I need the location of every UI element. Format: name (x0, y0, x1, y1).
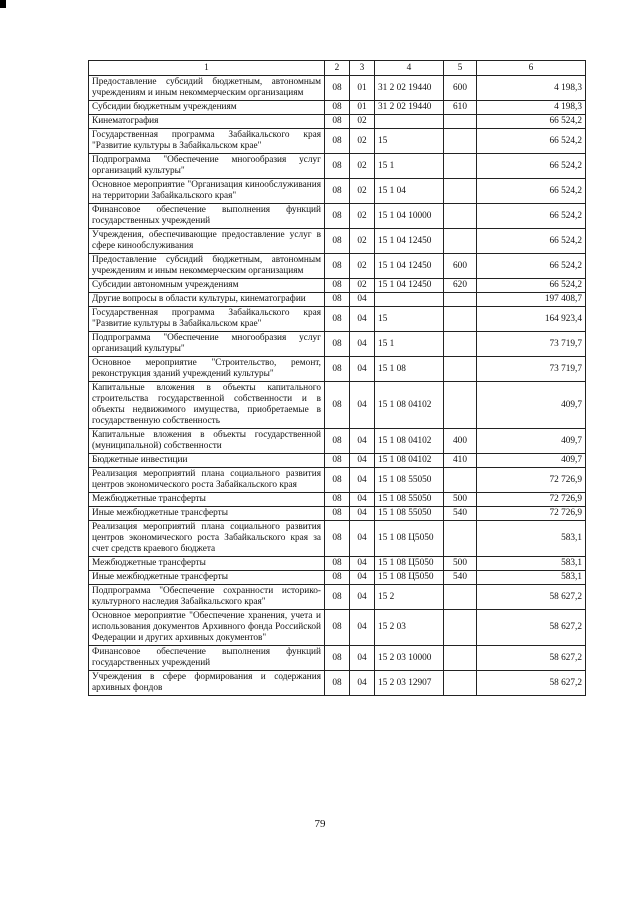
amount: 66 524,2 (477, 279, 586, 293)
expense-type-code: 600 (444, 254, 477, 279)
expense-type-code: 500 (444, 493, 477, 507)
section-code: 08 (325, 76, 350, 101)
amount: 58 627,2 (477, 610, 586, 646)
expense-type-code (444, 115, 477, 129)
expense-type-code (444, 332, 477, 357)
target-article-code: 15 (375, 307, 444, 332)
amount: 583,1 (477, 571, 586, 585)
item-name: Капитальные вложения в объекты капитального строительства государственной собственности и в объекты недвижимого имущества, приобретаемые в государственную собственность (89, 382, 325, 429)
amount: 409,7 (477, 454, 586, 468)
subsection-code: 04 (350, 357, 375, 382)
subsection-code: 04 (350, 468, 375, 493)
section-code: 08 (325, 454, 350, 468)
subsection-code: 04 (350, 646, 375, 671)
section-code: 08 (325, 357, 350, 382)
expense-type-code: 620 (444, 279, 477, 293)
amount: 72 726,9 (477, 493, 586, 507)
header-cell: 6 (477, 61, 586, 76)
target-article-code: 15 1 08 Ц5050 (375, 571, 444, 585)
expense-type-code (444, 521, 477, 557)
subsection-code: 04 (350, 521, 375, 557)
section-code: 08 (325, 115, 350, 129)
subsection-code: 04 (350, 671, 375, 696)
expense-type-code (444, 468, 477, 493)
subsection-code: 04 (350, 454, 375, 468)
amount: 72 726,9 (477, 468, 586, 493)
expense-type-code (444, 585, 477, 610)
amount: 58 627,2 (477, 585, 586, 610)
expense-type-code: 610 (444, 101, 477, 115)
target-article-code: 15 1 04 10000 (375, 204, 444, 229)
section-code: 08 (325, 229, 350, 254)
table-row (89, 332, 586, 357)
subsection-code: 04 (350, 507, 375, 521)
amount: 73 719,7 (477, 357, 586, 382)
item-name: Бюджетные инвестиции (89, 454, 325, 468)
target-article-code: 15 1 04 12450 (375, 254, 444, 279)
expense-type-code (444, 129, 477, 154)
target-article-code: 15 1 08 55050 (375, 507, 444, 521)
item-name: Предоставление субсидий бюджетным, автономным учреждениям и иным некоммерческим организациям (89, 254, 325, 279)
subsection-code: 04 (350, 557, 375, 571)
table-row (89, 507, 586, 521)
expense-type-code (444, 610, 477, 646)
item-name: Учреждения, обеспечивающие предоставление услуг в сфере кинообслуживания (89, 229, 325, 254)
item-name: Подпрограмма "Обеспечение многообразия услуг организаций культуры" (89, 154, 325, 179)
corner-mark (0, 0, 6, 8)
subsection-code: 04 (350, 429, 375, 454)
subsection-code: 04 (350, 571, 375, 585)
section-code: 08 (325, 671, 350, 696)
amount: 583,1 (477, 521, 586, 557)
header-row (89, 61, 586, 76)
section-code: 08 (325, 429, 350, 454)
item-name: Основное мероприятие "Обеспечение хранения, учета и использования документов Архивного фонда Российской Федерации и других архивных документов" (89, 610, 325, 646)
amount: 66 524,2 (477, 115, 586, 129)
table-row (89, 671, 586, 696)
item-name: Реализация мероприятий плана социального развития центров экономического роста Забайкальского края за счет средств краевого бюджета (89, 521, 325, 557)
subsection-code: 04 (350, 307, 375, 332)
item-name: Межбюджетные трансферты (89, 493, 325, 507)
section-code: 08 (325, 204, 350, 229)
table-row (89, 279, 586, 293)
item-name: Капитальные вложения в объекты государственной (муниципальной) собственности (89, 429, 325, 454)
amount: 66 524,2 (477, 179, 586, 204)
target-article-code: 15 1 (375, 332, 444, 357)
target-article-code: 15 1 08 55050 (375, 468, 444, 493)
section-code: 08 (325, 507, 350, 521)
table-row (89, 571, 586, 585)
expense-type-code (444, 204, 477, 229)
item-name: Предоставление субсидий бюджетным, автономным учреждениям и иным некоммерческим организациям (89, 76, 325, 101)
table-row (89, 76, 586, 101)
target-article-code (375, 115, 444, 129)
target-article-code: 15 2 03 10000 (375, 646, 444, 671)
item-name: Государственная программа Забайкальского края "Развитие культуры в Забайкальском крае" (89, 307, 325, 332)
table-row (89, 646, 586, 671)
amount: 66 524,2 (477, 154, 586, 179)
header-cell: 2 (325, 61, 350, 76)
expense-type-code (444, 154, 477, 179)
subsection-code: 02 (350, 204, 375, 229)
item-name: Другие вопросы в области культуры, кинематографии (89, 293, 325, 307)
subsection-code: 04 (350, 610, 375, 646)
table-row (89, 382, 586, 429)
amount: 66 524,2 (477, 129, 586, 154)
target-article-code: 15 1 08 (375, 357, 444, 382)
section-code: 08 (325, 585, 350, 610)
expense-type-code: 540 (444, 571, 477, 585)
table-row (89, 557, 586, 571)
target-article-code: 15 1 08 55050 (375, 493, 444, 507)
section-code: 08 (325, 101, 350, 115)
subsection-code: 02 (350, 279, 375, 293)
item-name: Субсидии автономным учреждениям (89, 279, 325, 293)
table-row (89, 154, 586, 179)
page-number: 79 (314, 818, 326, 830)
expense-type-code (444, 179, 477, 204)
amount: 4 198,3 (477, 101, 586, 115)
table-row (89, 229, 586, 254)
expense-type-code: 410 (444, 454, 477, 468)
amount: 58 627,2 (477, 646, 586, 671)
amount: 73 719,7 (477, 332, 586, 357)
subsection-code: 02 (350, 229, 375, 254)
amount: 66 524,2 (477, 254, 586, 279)
amount: 409,7 (477, 382, 586, 429)
subsection-code: 04 (350, 332, 375, 357)
table-row (89, 429, 586, 454)
table-row (89, 293, 586, 307)
item-name: Иные межбюджетные трансферты (89, 571, 325, 585)
target-article-code (375, 293, 444, 307)
table-row (89, 179, 586, 204)
expense-type-code (444, 307, 477, 332)
table-row (89, 357, 586, 382)
section-code: 08 (325, 521, 350, 557)
table-row (89, 493, 586, 507)
table-body (89, 76, 586, 696)
subsection-code: 02 (350, 254, 375, 279)
header-cell: 5 (444, 61, 477, 76)
table-row (89, 307, 586, 332)
section-code: 08 (325, 557, 350, 571)
target-article-code: 15 1 08 Ц5050 (375, 557, 444, 571)
table-row (89, 585, 586, 610)
budget-table (88, 60, 586, 696)
subsection-code: 02 (350, 179, 375, 204)
expense-type-code: 500 (444, 557, 477, 571)
item-name: Реализация мероприятий плана социального развития центров экономического роста Забайкальского края (89, 468, 325, 493)
expense-type-code (444, 357, 477, 382)
section-code: 08 (325, 332, 350, 357)
target-article-code: 15 1 04 (375, 179, 444, 204)
item-name: Межбюджетные трансферты (89, 557, 325, 571)
header-cell: 3 (350, 61, 375, 76)
expense-type-code: 400 (444, 429, 477, 454)
expense-type-code (444, 382, 477, 429)
amount: 197 408,7 (477, 293, 586, 307)
header-cell: 1 (89, 61, 325, 76)
target-article-code: 15 2 03 12907 (375, 671, 444, 696)
section-code: 08 (325, 646, 350, 671)
subsection-code: 02 (350, 154, 375, 179)
table-row (89, 204, 586, 229)
section-code: 08 (325, 279, 350, 293)
amount: 66 524,2 (477, 204, 586, 229)
section-code: 08 (325, 493, 350, 507)
section-code: 08 (325, 307, 350, 332)
subsection-code: 02 (350, 115, 375, 129)
section-code: 08 (325, 254, 350, 279)
section-code: 08 (325, 571, 350, 585)
subsection-code: 04 (350, 493, 375, 507)
section-code: 08 (325, 293, 350, 307)
target-article-code: 15 1 08 04102 (375, 429, 444, 454)
subsection-code: 02 (350, 129, 375, 154)
expense-type-code (444, 646, 477, 671)
target-article-code: 15 (375, 129, 444, 154)
amount: 66 524,2 (477, 229, 586, 254)
item-name: Учреждения в сфере формирования и содержания архивных фондов (89, 671, 325, 696)
item-name: Основное мероприятие "Строительство, ремонт, реконструкция зданий учреждений культуры" (89, 357, 325, 382)
expense-type-code (444, 293, 477, 307)
amount: 72 726,9 (477, 507, 586, 521)
expense-type-code: 600 (444, 76, 477, 101)
amount: 58 627,2 (477, 671, 586, 696)
target-article-code: 15 2 (375, 585, 444, 610)
subsection-code: 01 (350, 101, 375, 115)
section-code: 08 (325, 179, 350, 204)
section-code: 08 (325, 382, 350, 429)
subsection-code: 04 (350, 293, 375, 307)
table-row (89, 115, 586, 129)
table-row (89, 468, 586, 493)
target-article-code: 15 1 04 12450 (375, 279, 444, 293)
table-row (89, 610, 586, 646)
target-article-code: 15 1 08 Ц5050 (375, 521, 444, 557)
target-article-code: 15 1 (375, 154, 444, 179)
table-row (89, 129, 586, 154)
section-code: 08 (325, 610, 350, 646)
target-article-code: 15 1 08 04102 (375, 382, 444, 429)
section-code: 08 (325, 468, 350, 493)
item-name: Финансовое обеспечение выполнения функций государственных учреждений (89, 646, 325, 671)
item-name: Субсидии бюджетным учреждениям (89, 101, 325, 115)
table-row (89, 254, 586, 279)
target-article-code: 15 1 08 04102 (375, 454, 444, 468)
section-code: 08 (325, 154, 350, 179)
table-row (89, 101, 586, 115)
expense-type-code: 540 (444, 507, 477, 521)
item-name: Основное мероприятие "Организация кинообслуживания на территории Забайкальского края" (89, 179, 325, 204)
target-article-code: 15 1 04 12450 (375, 229, 444, 254)
item-name: Подпрограмма "Обеспечение сохранности историко-культурного наследия Забайкальского края" (89, 585, 325, 610)
item-name: Финансовое обеспечение выполнения функций государственных учреждений (89, 204, 325, 229)
subsection-code: 04 (350, 585, 375, 610)
target-article-code: 31 2 02 19440 (375, 101, 444, 115)
item-name: Кинематография (89, 115, 325, 129)
expense-type-code (444, 671, 477, 696)
amount: 4 198,3 (477, 76, 586, 101)
header-cell: 4 (375, 61, 444, 76)
subsection-code: 01 (350, 76, 375, 101)
amount: 164 923,4 (477, 307, 586, 332)
expense-type-code (444, 229, 477, 254)
section-code: 08 (325, 129, 350, 154)
item-name: Государственная программа Забайкальского края "Развитие культуры в Забайкальском крае" (89, 129, 325, 154)
item-name: Иные межбюджетные трансферты (89, 507, 325, 521)
target-article-code: 31 2 02 19440 (375, 76, 444, 101)
table-row (89, 454, 586, 468)
item-name: Подпрограмма "Обеспечение многообразия услуг организаций культуры" (89, 332, 325, 357)
target-article-code: 15 2 03 (375, 610, 444, 646)
amount: 409,7 (477, 429, 586, 454)
table-row (89, 521, 586, 557)
amount: 583,1 (477, 557, 586, 571)
subsection-code: 04 (350, 382, 375, 429)
